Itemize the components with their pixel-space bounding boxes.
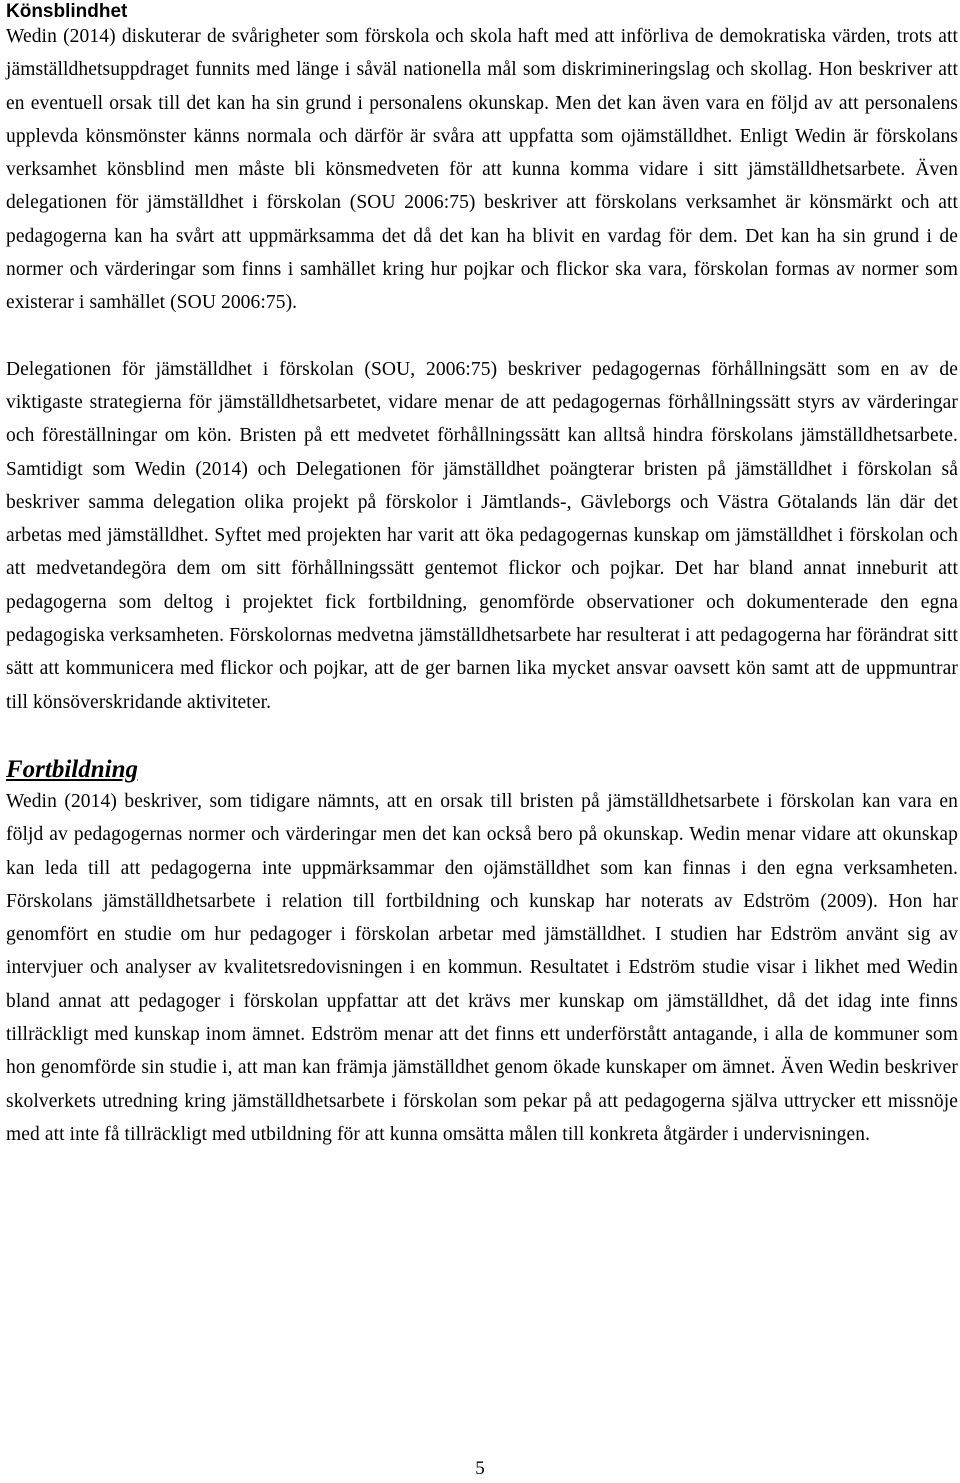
paragraph-fortbildning-1: Wedin (2014) beskriver, som tidigare nämnts, att en orsak till bristen på jämställdhetsarbete i förskolan kan vara en följd av pedagogernas normer och värderingar men det kan också bero på okunskap. Wedin menar vidare att okunskap kan leda till att pedagogerna inte uppmärksammar den ojämställdhet som kan finnas i den egna verksamheten. Förskolans jämställdhetsarbete i relation till fortbildning och kunskap har noterats av Edström (2009). Hon har genomfört en studie om hur pedagoger i förskolan arbetar med jämställdhet. I studien har Edström använt sig av intervjuer och analyser av kvalitetsredovisningen i en kommun. Resultatet i Edström studie visar i likhet med Wedin bland annat att pedagoger i förskolan uppfattar att det krävs mer kunskap om jämställdhet, då det idag inte finns tillräckligt med kunskap inom ämnet. Edström menar att det finns ett underförstått antagande, i alla de kommuner som hon genomförde sin studie i, att man kan främja jämställdhet genom ökade kunskaper om ämnet. Även Wedin beskriver skolverkets utredning kring jämställdhetsarbete i förskolan som pekar på att pedagogerna själva uttrycker ett missnöje med att inte få tillräckligt med utbildning för att kunna omsätta målen till konkreta åtgärder i undervisningen. [6,790,958,1145]
section-heading-fortbildning: Fortbildning [6,755,138,783]
paragraph-spacer [6,719,958,752]
document-page [6,0,958,1151]
paragraph-spacer [6,320,958,353]
paragraph-konsblindhet-1: Wedin (2014) diskuterar de svårigheter som förskola och skola haft med att införliva de demokratiska värden, trots att jämställdhetsuppdraget funnits med länge i såväl nationella mål som diskrimineringslag och skollag. Hon beskriver att en eventuell orsak till det kan ha sin grund i personalens okunskap. Men det kan även vara en följd av att personalens upplevda könsmönster känns normala och därför är svåra att uppfatta som ojämställdhet. Enligt Wedin är förskolans verksamhet könsblind men måste bli könsmedveten för att kunna komma vidare i sitt jämställdhetsarbete. Även delegationen för jämställdhet i förskolan (SOU 2006:75) beskriver att förskolans verksamhet är könsmärkt och att pedagogerna kan ha svårt att uppmärksamma det då det kan ha blivit en vardag för dem. Det kan ha sin grund i de normer och värderingar som finns i samhället kring hur pojkar och flickor ska vara, förskolan formas av normer som existerar i samhället (SOU 2006:75). [6,26,958,314]
paragraph-konsblindhet-2: Delegationen för jämställdhet i förskolan (SOU, 2006:75) beskriver pedagogernas förhållningsätt som en av de viktigaste strategierna för jämställdhetsarbetet, vidare menar de att pedagogernas förhållningssätt styrs av värderingar och föreställningar om kön. Bristen på ett medvetet förhållningssätt kan alltså hindra förskolans jämställdhetsarbete. Samtidigt som Wedin (2014) och Delegationen för jämställdhet poängterar bristen på jämställdhet i förskolan så beskriver samma delegation olika projekt på förskolor i Jämtlands-, Gävleborgs och Västra Götalands län där det arbetas med jämställdhet. Syftet med projekten har varit att öka pedagogernas kunskap om jämställdhet i förskolan och att medvetandegöra dem om sitt förhållningssätt gentemot flickor och pojkar. Det har bland annat inneburit att pedagogerna som deltog i projektet fick fortbildning, genomförde observationer och dokumenterade den egna pedagogiska verksamheten. Förskolornas medvetna jämställdhetsarbete har resulterat i att pedagogerna har förändrat sitt sätt att kommunicera med flickor och pojkar, att de ger barnen lika mycket ansvar oavsett kön samt att de uppmuntrar till könsöverskridande aktiviteter. [6,358,958,713]
page-number: 5 [475,1458,485,1479]
section-heading-konsblindhet: Könsblindhet [6,1,128,22]
